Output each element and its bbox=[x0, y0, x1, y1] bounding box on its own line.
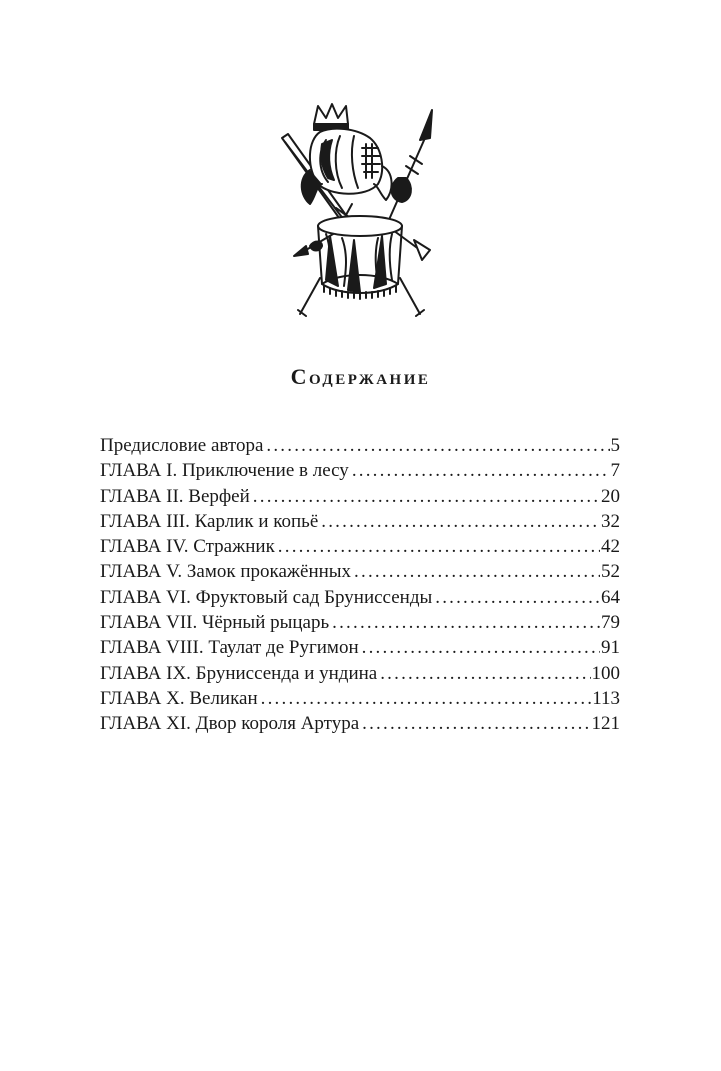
toc-leader-dots bbox=[362, 711, 590, 736]
toc-entry[interactable] bbox=[100, 559, 620, 584]
toc-leader-dots bbox=[352, 458, 610, 483]
toc-entry[interactable] bbox=[100, 686, 620, 711]
toc-entry-page: 20 bbox=[601, 485, 620, 507]
toc-entry-page: 64 bbox=[601, 586, 620, 608]
toc-entry-page: 100 bbox=[591, 662, 620, 684]
toc-leader-dots bbox=[278, 534, 600, 559]
toc-entry[interactable] bbox=[100, 661, 620, 686]
toc-entry-page: 121 bbox=[591, 713, 620, 735]
toc-entry-page: 113 bbox=[592, 687, 620, 709]
toc-entry-page: 79 bbox=[601, 612, 620, 634]
toc-entry-label: ГЛАВА V. Замок прокажённых bbox=[100, 561, 352, 583]
toc-entry-label: ГЛАВА X. Великан bbox=[100, 687, 258, 709]
toc-entry-label: ГЛАВА IV. Стражник bbox=[100, 536, 275, 558]
toc-entry-label: ГЛАВА XI. Двор короля Артура bbox=[100, 713, 360, 735]
toc-leader-dots bbox=[253, 484, 600, 509]
toc-entry[interactable] bbox=[100, 433, 620, 458]
toc-entry[interactable] bbox=[100, 484, 620, 509]
heraldic-emblem-icon bbox=[270, 100, 450, 320]
toc-entry-label: Предисловие автора bbox=[100, 435, 264, 456]
toc-entry[interactable] bbox=[100, 711, 620, 736]
toc-entry-page: 42 bbox=[601, 536, 620, 558]
page-title: Содержание bbox=[290, 364, 431, 389]
toc-entry-label: ГЛАВА IX. Бруниссенда и ундина bbox=[100, 662, 378, 684]
toc-entry[interactable] bbox=[100, 610, 620, 635]
toc-leader-dots bbox=[362, 635, 600, 660]
toc-leader-dots bbox=[261, 686, 592, 711]
toc-entry-page: 5 bbox=[610, 435, 620, 456]
table-of-contents bbox=[100, 433, 620, 737]
toc-entry-page: 91 bbox=[601, 637, 620, 659]
toc-leader-dots bbox=[321, 509, 600, 534]
toc-entry-label: ГЛАВА VI. Фруктовый сад Бруниссенды bbox=[100, 586, 433, 608]
toc-leader-dots bbox=[354, 559, 600, 584]
toc-entry[interactable] bbox=[100, 585, 620, 610]
toc-leader-dots bbox=[332, 610, 600, 635]
toc-entry[interactable] bbox=[100, 635, 620, 660]
toc-entry-label: ГЛАВА III. Карлик и копьё bbox=[100, 510, 319, 532]
toc-leader-dots bbox=[435, 585, 600, 610]
toc-entry[interactable] bbox=[100, 509, 620, 534]
toc-entry-label: ГЛАВА VIII. Таулат де Ругимон bbox=[100, 637, 359, 659]
toc-entry-label: ГЛАВА II. Верфей bbox=[100, 485, 250, 507]
toc-entry-label: ГЛАВА VII. Чёрный рыцарь bbox=[100, 612, 330, 634]
toc-entry-page: 7 bbox=[610, 460, 620, 482]
toc-entry-page: 52 bbox=[601, 561, 620, 583]
toc-entry[interactable] bbox=[100, 534, 620, 559]
toc-entry-label: ГЛАВА I. Приключение в лесу bbox=[100, 460, 349, 482]
toc-leader-dots bbox=[266, 433, 609, 458]
toc-entry-page: 32 bbox=[601, 510, 620, 532]
toc-entry[interactable] bbox=[100, 458, 620, 483]
toc-leader-dots bbox=[380, 661, 590, 686]
